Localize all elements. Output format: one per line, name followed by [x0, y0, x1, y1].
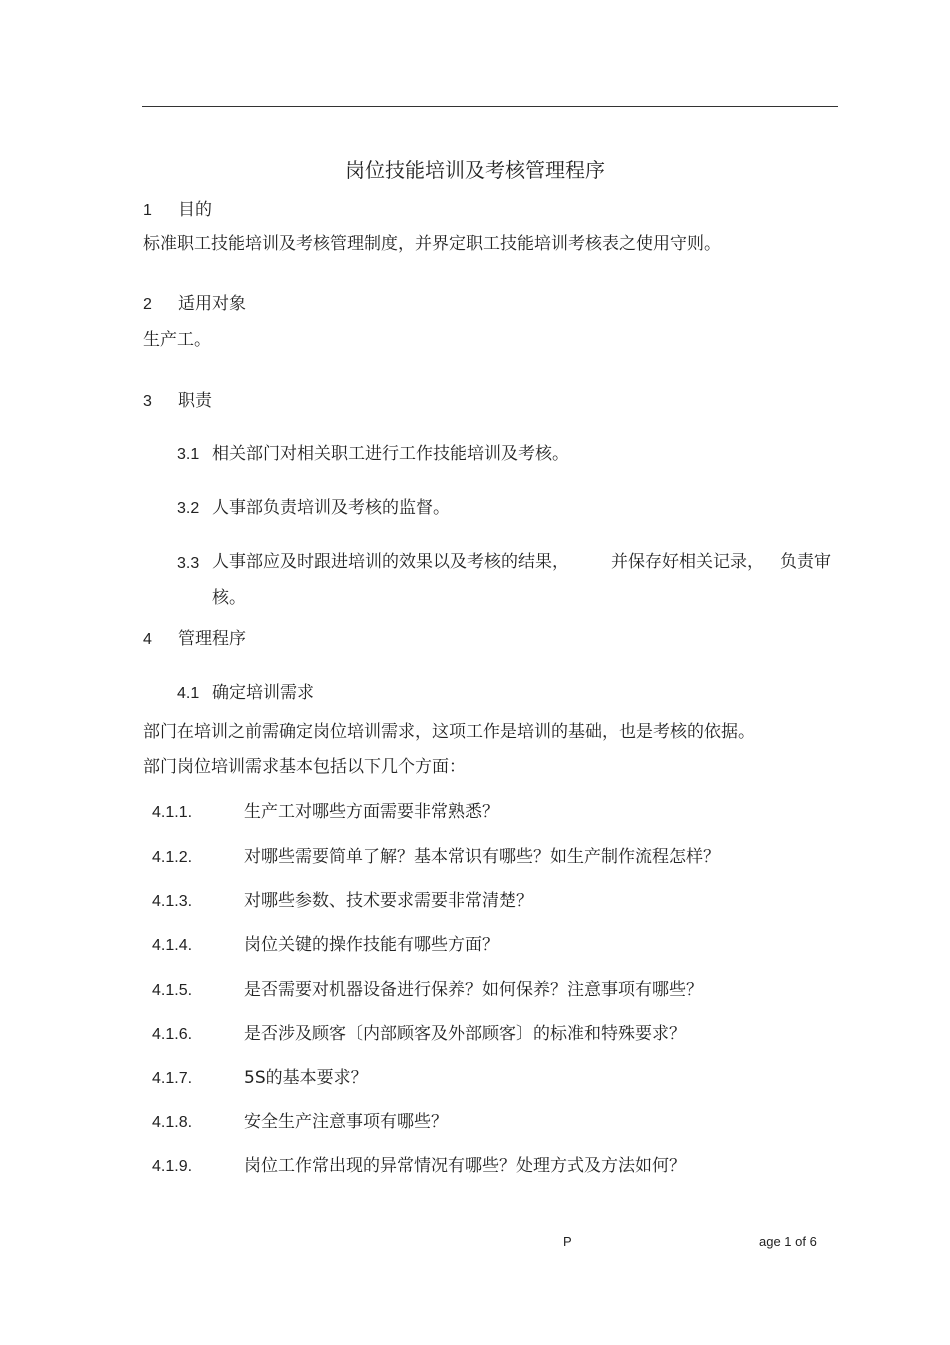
header-rule [142, 106, 838, 107]
section-2-text: 生产工。 [143, 330, 211, 350]
item-4-1-1-number: 4.1.1. [152, 804, 193, 821]
section-3-number: 3 [143, 393, 152, 410]
item-4-1-9-number: 4.1.9. [152, 1158, 193, 1175]
item-3-1-text: 相关部门对相关职工进行工作技能培训及考核。 [212, 444, 569, 464]
item-4-1-5-text: 是否需要对机器设备进行保养？如何保养？注意事项有哪些？ [244, 980, 703, 1000]
page-footer-right: age 1 of 6 [759, 1234, 817, 1249]
item-4-1-6-number: 4.1.6. [152, 1026, 193, 1043]
item-3-3-number: 3.3 [177, 555, 200, 572]
item-4-1-6-text: 是否涉及顾客〔内部顾客及外部顾客〕的标准和特殊要求？ [244, 1024, 686, 1044]
item-3-3-text-part2: 并保存好相关记录， [611, 552, 764, 572]
item-4-1-8-text: 安全生产注意事项有哪些？ [244, 1112, 448, 1132]
item-3-2-text: 人事部负责培训及考核的监督。 [212, 498, 450, 518]
section-4-paragraph-2: 部门岗位培训需求基本包括以下几个方面： [143, 757, 466, 777]
item-4-1-4-number: 4.1.4. [152, 937, 193, 954]
item-3-3-text-part3: 负责审 [780, 552, 831, 572]
section-4-number: 4 [143, 631, 152, 648]
item-4-1-1-text: 生产工对哪些方面需要非常熟悉？ [244, 802, 499, 822]
section-3-heading: 职责 [178, 391, 212, 411]
item-4-1-7-text: 5S的基本要求？ [244, 1068, 368, 1088]
item-4-1-3-text: 对哪些参数、技术要求需要非常清楚？ [244, 891, 533, 911]
item-4-1-2-text: 对哪些需要简单了解？基本常识有哪些？如生产制作流程怎样？ [244, 847, 720, 867]
section-2-heading: 适用对象 [178, 294, 246, 314]
item-4-1-3-number: 4.1.3. [152, 893, 193, 910]
subsection-4-1-heading: 确定培训需求 [212, 683, 314, 703]
section-4-paragraph-1: 部门在培训之前需确定岗位培训需求，这项工作是培训的基础，也是考核的依据。 [143, 722, 755, 742]
item-4-1-9-text: 岗位工作常出现的异常情况有哪些？处理方式及方法如何？ [244, 1156, 686, 1176]
item-4-1-5-number: 4.1.5. [152, 982, 193, 999]
item-4-1-8-number: 4.1.8. [152, 1114, 193, 1131]
item-4-1-4-text: 岗位关键的操作技能有哪些方面？ [244, 935, 499, 955]
section-2-number: 2 [143, 296, 152, 313]
section-1-text: 标准职工技能培训及考核管理制度，并界定职工技能培训考核表之使用守则。 [143, 234, 721, 254]
subsection-4-1-number: 4.1 [177, 685, 200, 702]
document-title: 岗位技能培训及考核管理程序 [345, 158, 605, 182]
item-4-1-7-number: 4.1.7. [152, 1070, 193, 1087]
page-footer-left: P [563, 1234, 572, 1249]
item-3-3-text-part1: 人事部应及时跟进培训的效果以及考核的结果， [212, 552, 569, 572]
item-4-1-2-number: 4.1.2. [152, 849, 193, 866]
item-3-2-number: 3.2 [177, 500, 200, 517]
section-1-number: 1 [143, 202, 152, 219]
section-4-heading: 管理程序 [178, 629, 246, 649]
item-3-3-text-continued: 核。 [212, 588, 246, 608]
section-1-heading: 目的 [178, 200, 212, 220]
item-3-1-number: 3.1 [177, 446, 200, 463]
